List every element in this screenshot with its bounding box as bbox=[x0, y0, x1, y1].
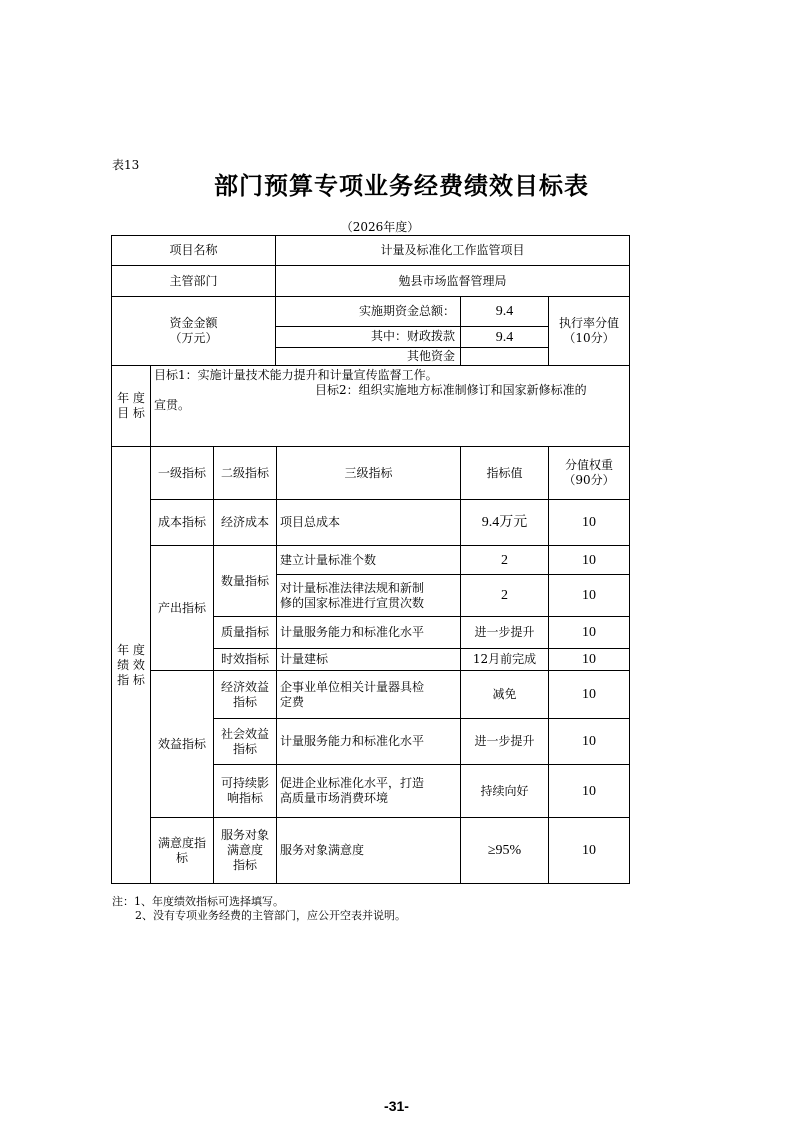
dept-label: 主管部门 bbox=[111, 265, 276, 297]
row-level2: 质量指标 bbox=[213, 616, 277, 649]
header-value: 指标值 bbox=[460, 446, 549, 500]
other-funds-value bbox=[460, 347, 549, 366]
row-level2: 可持续影 响指标 bbox=[213, 764, 277, 818]
row-value: 12月前完成 bbox=[460, 648, 549, 671]
fiscal-funds-label: 其中：财政拨款 bbox=[275, 326, 461, 348]
goal-line-1: 目标1：实施计量技术能力提升和计量宣传监督工作。 bbox=[154, 368, 438, 382]
header-level3: 三级指标 bbox=[276, 446, 461, 500]
group-cost: 成本指标 bbox=[150, 499, 214, 546]
row-level3: 计量建标 bbox=[276, 648, 461, 671]
row-level3: 计量服务能力和标准化水平 bbox=[276, 718, 461, 765]
note-1: 注：1、年度绩效指标可选择填写。 bbox=[112, 895, 284, 908]
row-level3: 促进企业标准化水平，打造 高质量市场消费环境 bbox=[276, 764, 461, 818]
total-funds-value: 9.4 bbox=[460, 296, 549, 327]
row-level2-quantity: 数量指标 bbox=[213, 545, 277, 617]
page-number: -31- bbox=[384, 1098, 409, 1114]
row-value: 持续向好 bbox=[460, 764, 549, 818]
row-level2: 社会效益 指标 bbox=[213, 718, 277, 765]
row-weight: 10 bbox=[548, 764, 630, 818]
row-level3: 建立计量标准个数 bbox=[276, 545, 461, 575]
annual-goal-label: 年 度 目 标 bbox=[111, 365, 151, 447]
row-value: 减免 bbox=[460, 670, 549, 719]
row-value: 2 bbox=[460, 574, 549, 617]
row-level2: 时效指标 bbox=[213, 648, 277, 671]
row-value: ≥95% bbox=[460, 817, 549, 884]
row-level3: 项目总成本 bbox=[276, 499, 461, 546]
row-level2: 经济效益 指标 bbox=[213, 670, 277, 719]
header-level2: 二级指标 bbox=[213, 446, 277, 500]
fiscal-year: （2026年度） bbox=[340, 220, 420, 234]
row-weight: 10 bbox=[548, 499, 630, 546]
row-weight: 10 bbox=[548, 545, 630, 575]
row-weight: 10 bbox=[548, 718, 630, 765]
row-value: 进一步提升 bbox=[460, 616, 549, 649]
row-value: 进一步提升 bbox=[460, 718, 549, 765]
row-value: 9.4万元 bbox=[460, 499, 549, 546]
group-benefit: 效益指标 bbox=[150, 670, 214, 818]
note-2: 2、没有专项业务经费的主管部门，应公开空表并说明。 bbox=[135, 909, 406, 922]
table-number-label: 表13 bbox=[112, 158, 140, 172]
row-level3: 对计量标准法律法规和新制 修的国家标准进行宣贯次数 bbox=[276, 574, 461, 617]
row-weight: 10 bbox=[548, 648, 630, 671]
header-weight: 分值权重 （90分） bbox=[548, 446, 630, 500]
row-level2: 服务对象 满意度 指标 bbox=[213, 817, 277, 884]
header-level1: 一级指标 bbox=[150, 446, 214, 500]
exec-rate-label: 执行率分值 （10分） bbox=[548, 296, 630, 366]
row-level3: 计量服务能力和标准化水平 bbox=[276, 616, 461, 649]
funds-label: 资金金额 （万元） bbox=[111, 296, 276, 366]
row-value: 2 bbox=[460, 545, 549, 575]
page-title: 部门预算专项业务经费绩效目标表 bbox=[214, 172, 589, 200]
indicators-side-label: 年 度 绩 效 指 标 bbox=[111, 446, 151, 884]
other-funds-label: 其他资金 bbox=[406, 349, 455, 363]
group-output: 产出指标 bbox=[150, 545, 214, 671]
project-name-value: 计量及标准化工作监管项目 bbox=[275, 235, 630, 266]
row-level3: 服务对象满意度 bbox=[276, 817, 461, 884]
fiscal-funds-value: 9.4 bbox=[460, 326, 549, 348]
row-weight: 10 bbox=[548, 574, 630, 617]
dept-value: 勉县市场监督管理局 bbox=[275, 265, 630, 297]
row-weight: 10 bbox=[548, 670, 630, 719]
goal-line-2: 目标2：组织实施地方标准制修订和国家新修标准的 bbox=[315, 383, 587, 397]
row-weight: 10 bbox=[548, 817, 630, 884]
row-level2: 经济成本 bbox=[213, 499, 277, 546]
row-weight: 10 bbox=[548, 616, 630, 649]
project-name-label: 项目名称 bbox=[111, 235, 276, 266]
annual-goal-content bbox=[150, 365, 630, 447]
group-satisfaction: 满意度指 标 bbox=[150, 817, 214, 884]
total-funds-label: 实施期资金总额： bbox=[275, 296, 461, 327]
row-level3: 企事业单位相关计量器具检 定费 bbox=[276, 670, 461, 719]
goal-line-3: 宣贯。 bbox=[154, 398, 191, 412]
